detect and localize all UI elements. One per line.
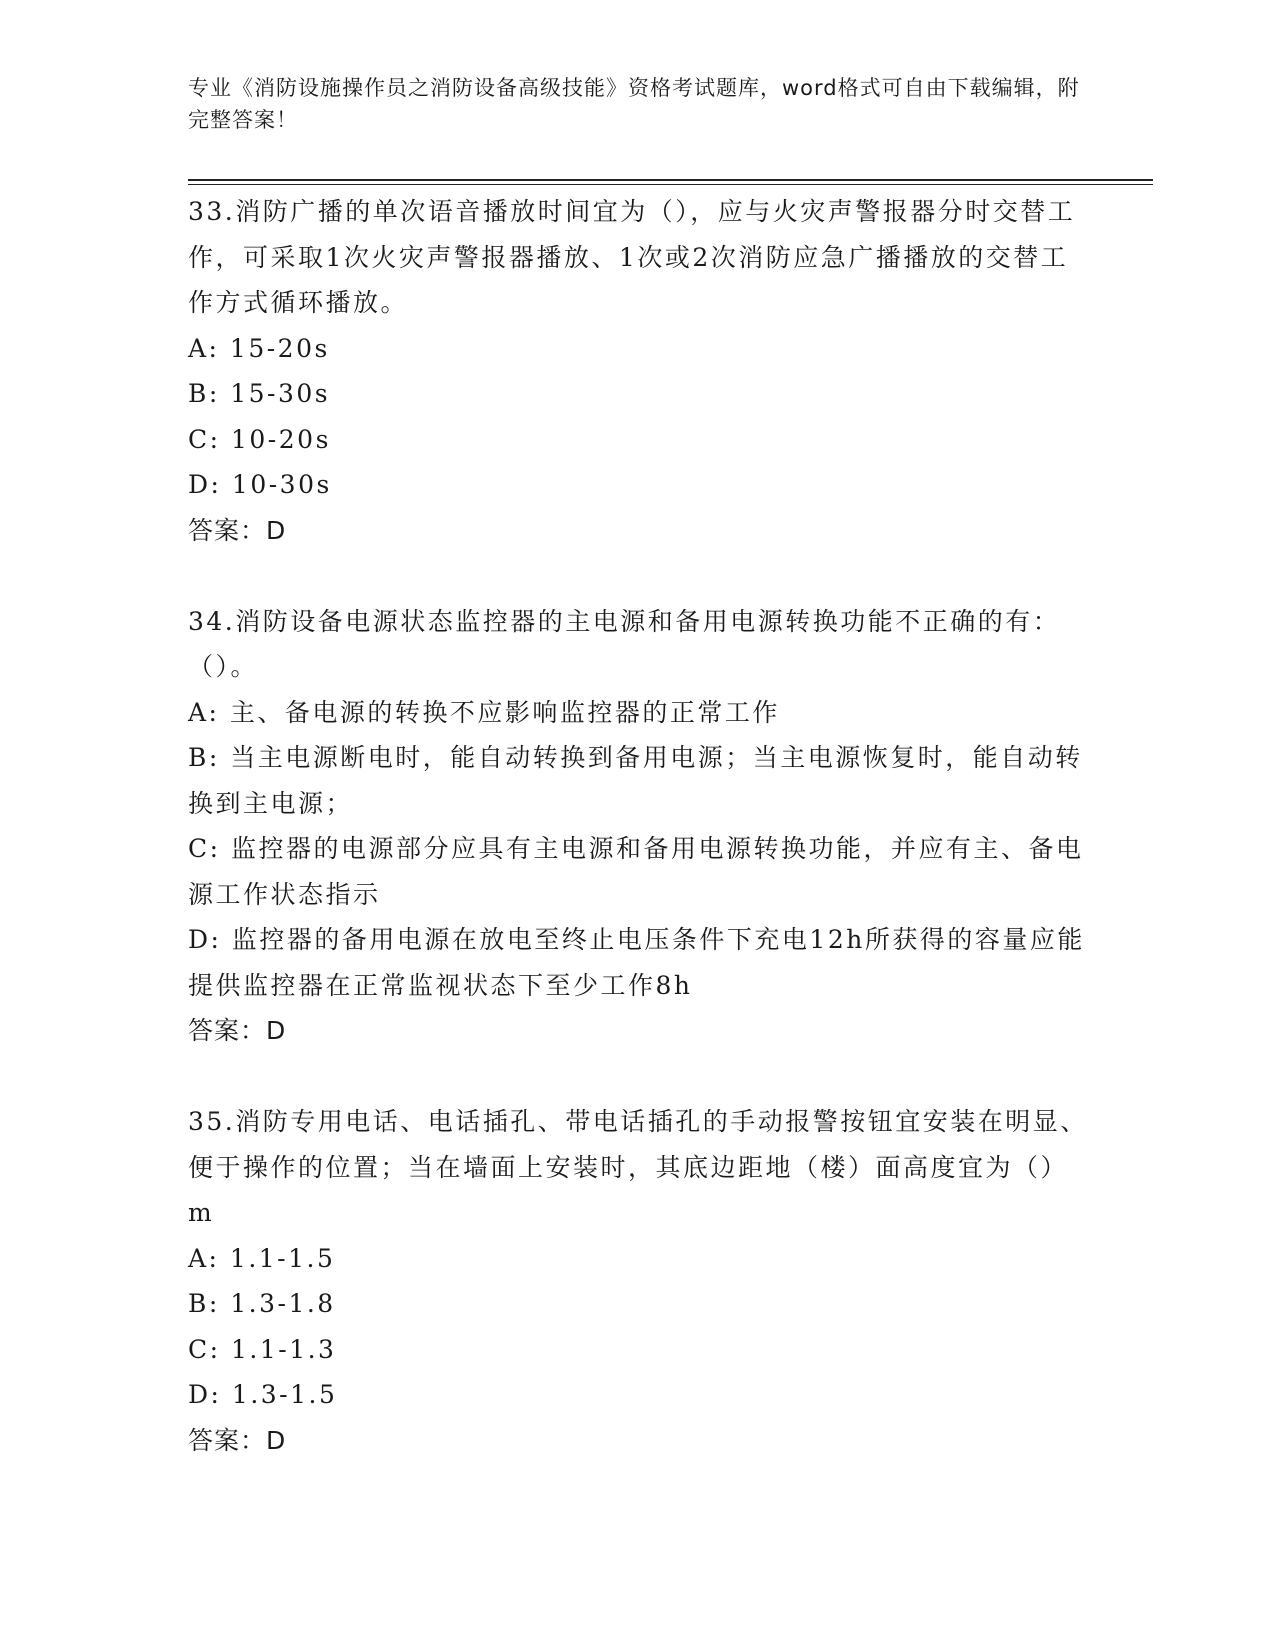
option-d: D: 监控器的备用电源在放电至终止电压条件下充电12h所获得的容量应能提供监控器在正常监视状态下至少工作8h bbox=[188, 925, 1085, 1000]
option-b: B: 1.3-1.8 bbox=[188, 1289, 336, 1318]
question-34 bbox=[188, 599, 1088, 1054]
answer-line: 答案：D bbox=[188, 1425, 287, 1455]
option-a: A: 1.1-1.5 bbox=[188, 1243, 336, 1273]
question-35 bbox=[188, 1099, 1088, 1463]
option-a: A: 主、备电源的转换不应影响监控器的正常工作 bbox=[188, 697, 780, 727]
question-stem: 35.消防专用电话、电话插孔、带电话插孔的手动报警按钮宜安装在明显、便于操作的位置；当在墙面上安装时，其底边距地（楼）面高度宜为（）m bbox=[188, 1107, 1088, 1227]
question-33 bbox=[188, 189, 1088, 553]
option-b: B: 15-30s bbox=[188, 379, 331, 408]
question-spacer bbox=[188, 553, 1088, 599]
answer-line: 答案：D bbox=[188, 1016, 287, 1045]
header-rule-thick bbox=[188, 179, 1153, 181]
option-b: B: 当主电源断电时，能自动转换到备用电源；当主电源恢复时，能自动转换到主电源； bbox=[188, 743, 1083, 818]
question-stem: 34.消防设备电源状态监控器的主电源和备用电源转换功能不正确的有：（）。 bbox=[188, 606, 1061, 681]
option-c: C: 1.1-1.3 bbox=[188, 1334, 337, 1364]
option-d: D: 1.3-1.5 bbox=[188, 1380, 338, 1409]
answer-line: 答案：D bbox=[188, 515, 287, 545]
question-stem: 33.消防广播的单次语音播放时间宜为（），应与火灾声警报器分时交替工作，可采取1次火灾声警报器播放、1次或2次消防应急广播播放的交替工作方式循环播放。 bbox=[188, 197, 1076, 317]
question-list bbox=[188, 189, 1088, 1463]
question-spacer bbox=[188, 1054, 1088, 1100]
header-rule-thin bbox=[188, 184, 1153, 185]
document-header: 专业《消防设施操作员之消防设备高级技能》资格考试题库，word格式可自由下载编辑，附完整答案！ bbox=[188, 76, 1080, 132]
option-c: C: 监控器的电源部分应具有主电源和备用电源转换功能，并应有主、备电源工作状态指示 bbox=[188, 834, 1084, 909]
option-a: A: 15-20s bbox=[188, 333, 330, 363]
option-d: D: 10-30s bbox=[188, 470, 332, 499]
option-c: C: 10-20s bbox=[188, 424, 331, 454]
